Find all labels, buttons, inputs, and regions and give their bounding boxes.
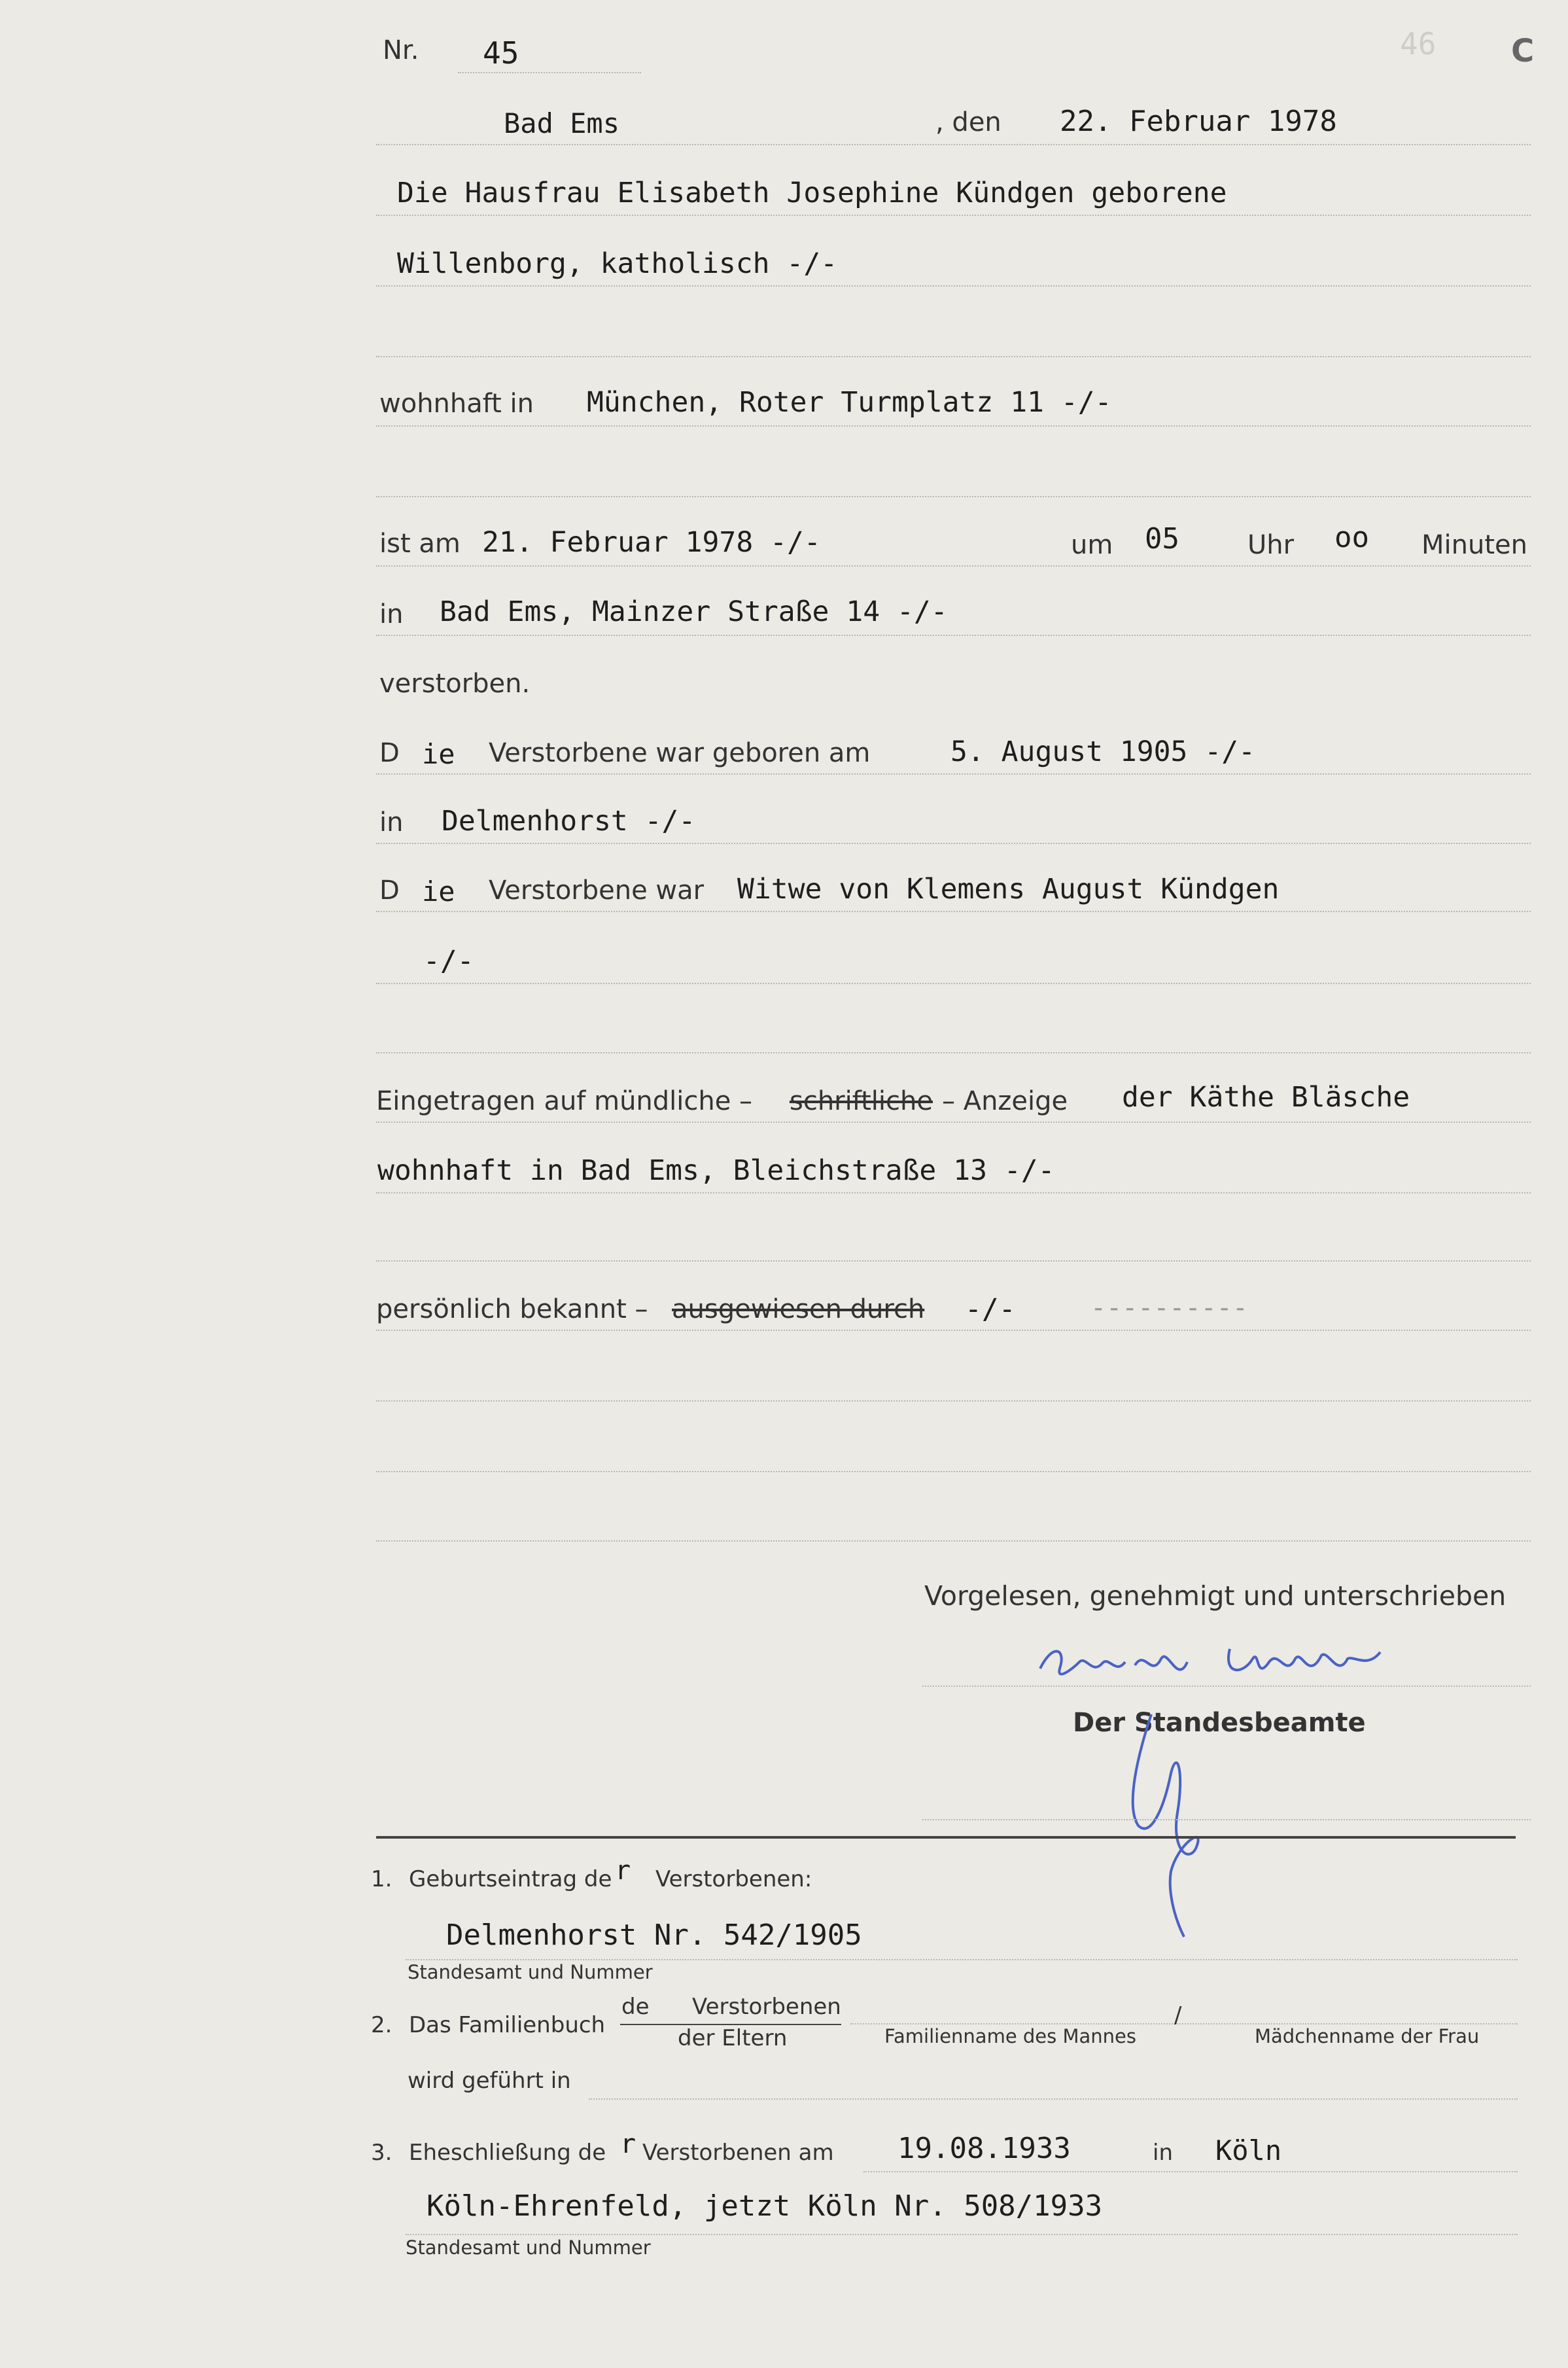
hour-value: 05	[1145, 522, 1179, 556]
known-label: persönlich bekannt –	[376, 1294, 648, 1324]
death-date-value: 21. Februar 1978 -/-	[482, 526, 821, 559]
official-signature-line	[922, 1818, 1531, 1820]
ghost-page-number: 46	[1400, 26, 1437, 62]
birth-place-row	[376, 798, 1531, 844]
registration-struck: schriftliche	[790, 1086, 933, 1116]
death-time-row	[376, 521, 1531, 567]
death-place-row	[376, 590, 1531, 636]
um-label: um	[1071, 530, 1113, 560]
official-title: Der Standesbeamte	[1073, 1708, 1366, 1738]
note-3-label-a: Eheschließung de	[409, 2140, 606, 2166]
note-1-label-a: Geburtseintrag de	[409, 1866, 612, 1892]
person-line-1: Die Hausfrau Elisabeth Josephine Kündgen geborene	[397, 177, 1227, 209]
known-struck: ausgewiesen durch	[672, 1294, 925, 1324]
person-row-2	[376, 241, 1531, 287]
birth-date-value: 5. August 1905 -/-	[950, 735, 1255, 768]
status-row	[376, 866, 1531, 912]
note-3-date: 19.08.1933	[897, 2132, 1071, 2165]
death-place-value: Bad Ems, Mainzer Straße 14 -/-	[440, 595, 948, 628]
birth-label: Verstorbene war geboren am	[489, 738, 871, 768]
death-place-label: in	[379, 599, 404, 629]
blank-row-6	[376, 1426, 1531, 1472]
birth-place-label: in	[379, 807, 404, 838]
note-1-value: Delmenhorst Nr. 542/1905	[446, 1918, 862, 1952]
blank-row-5	[376, 1356, 1531, 1402]
note-1-caption: Standesamt und Nummer	[408, 1961, 653, 1983]
residence-label: wohnhaft in	[379, 389, 534, 419]
known-value: -/-	[965, 1293, 1016, 1326]
note-1-label-b: Verstorbenen:	[655, 1866, 812, 1892]
note-3-place: Köln	[1215, 2134, 1282, 2166]
nr-label: Nr.	[383, 35, 419, 65]
note-3-number: 3.	[371, 2140, 392, 2166]
note-2-caption-wife: Mädchenname der Frau	[1255, 2025, 1480, 2047]
birth-ie: ie	[422, 738, 455, 770]
note-2-verstorbenen: Verstorbenen	[692, 1994, 841, 2020]
place-date-row	[376, 99, 1531, 145]
corner-letter: C	[1511, 33, 1535, 69]
note-2-gefuehrt-underline	[589, 2097, 1518, 2100]
note-2-underline	[850, 2022, 1518, 2024]
registration-label-a: Eingetragen auf mündliche –	[376, 1086, 753, 1116]
note-2-slash: /	[1174, 2002, 1182, 2028]
den-label: , den	[935, 107, 1002, 137]
date-value: 22. Februar 1978	[1060, 105, 1337, 138]
uhr-label: Uhr	[1247, 530, 1295, 560]
note-3-underline-2	[406, 2233, 1518, 2235]
minutes-value: oo	[1334, 521, 1369, 554]
person-line-2: Willenborg, katholisch -/-	[397, 247, 838, 280]
read-signed-label: Vorgelesen, genehmigt und unterschrieben	[924, 1580, 1507, 1612]
birth-d-label: D	[379, 738, 400, 768]
note-2-label: Das Familienbuch	[409, 2012, 606, 2038]
status-ie: ie	[422, 875, 455, 908]
note-3-underline-1	[863, 2170, 1518, 2172]
note-1-r: r	[615, 1856, 631, 1886]
nr-value: 45	[483, 35, 519, 71]
note-3-in: in	[1153, 2140, 1173, 2166]
official-signature	[1099, 1675, 1230, 1950]
verstorben-label: verstorben.	[379, 669, 531, 699]
note-1-number: 1.	[371, 1866, 392, 1892]
note-2-number: 2.	[371, 2012, 392, 2038]
residence-value: München, Roter Turmplatz 11 -/-	[587, 386, 1112, 419]
informant-row-2	[376, 1148, 1531, 1193]
birth-place-value: Delmenhorst -/-	[442, 805, 696, 838]
registration-row	[376, 1077, 1531, 1123]
blank-row-3	[376, 1008, 1531, 1053]
blank-row-2	[376, 451, 1531, 497]
section-divider	[376, 1836, 1516, 1839]
note-3-r: r	[620, 2129, 636, 2159]
note-3-value: Köln-Ehrenfeld, jetzt Köln Nr. 508/1933	[427, 2189, 1103, 2223]
status-label: Verstorbene war	[489, 875, 705, 906]
note-1-underline	[406, 1958, 1518, 1960]
note-2-eltern: der Eltern	[678, 2025, 788, 2051]
note-3-label-b: Verstorbenen am	[642, 2140, 834, 2166]
status-value-2: -/-	[423, 945, 474, 978]
informant-signature	[1027, 1623, 1459, 1721]
note-2-gefuehrt: wird geführt in	[408, 2068, 571, 2094]
status-value: Witwe von Klemens August Kündgen	[737, 873, 1280, 906]
known-dashes: ----------	[1090, 1293, 1248, 1323]
person-row-1	[376, 170, 1531, 216]
note-2-de: de	[621, 1994, 650, 2020]
status-row-2	[376, 938, 1531, 984]
nr-underline	[458, 71, 641, 73]
status-d-label: D	[379, 875, 400, 906]
note-2-caption-husband: Familienname des Mannes	[884, 2025, 1136, 2047]
informant-value-2: wohnhaft in Bad Ems, Bleichstraße 13 -/-	[377, 1154, 1055, 1187]
blank-row-1	[376, 311, 1531, 357]
blank-row-4	[376, 1216, 1531, 1262]
residence-row	[376, 381, 1531, 427]
note-3-caption: Standesamt und Nummer	[406, 2236, 651, 2259]
blank-row-7	[376, 1496, 1531, 1542]
minuten-label: Minuten	[1421, 530, 1527, 560]
informant-value: der Käthe Bläsche	[1122, 1081, 1410, 1114]
identity-row	[376, 1285, 1531, 1331]
registration-label-b: – Anzeige	[942, 1086, 1068, 1116]
birth-date-row	[376, 729, 1531, 775]
place-value: Bad Ems	[504, 107, 620, 139]
death-date-label: ist am	[379, 529, 461, 559]
